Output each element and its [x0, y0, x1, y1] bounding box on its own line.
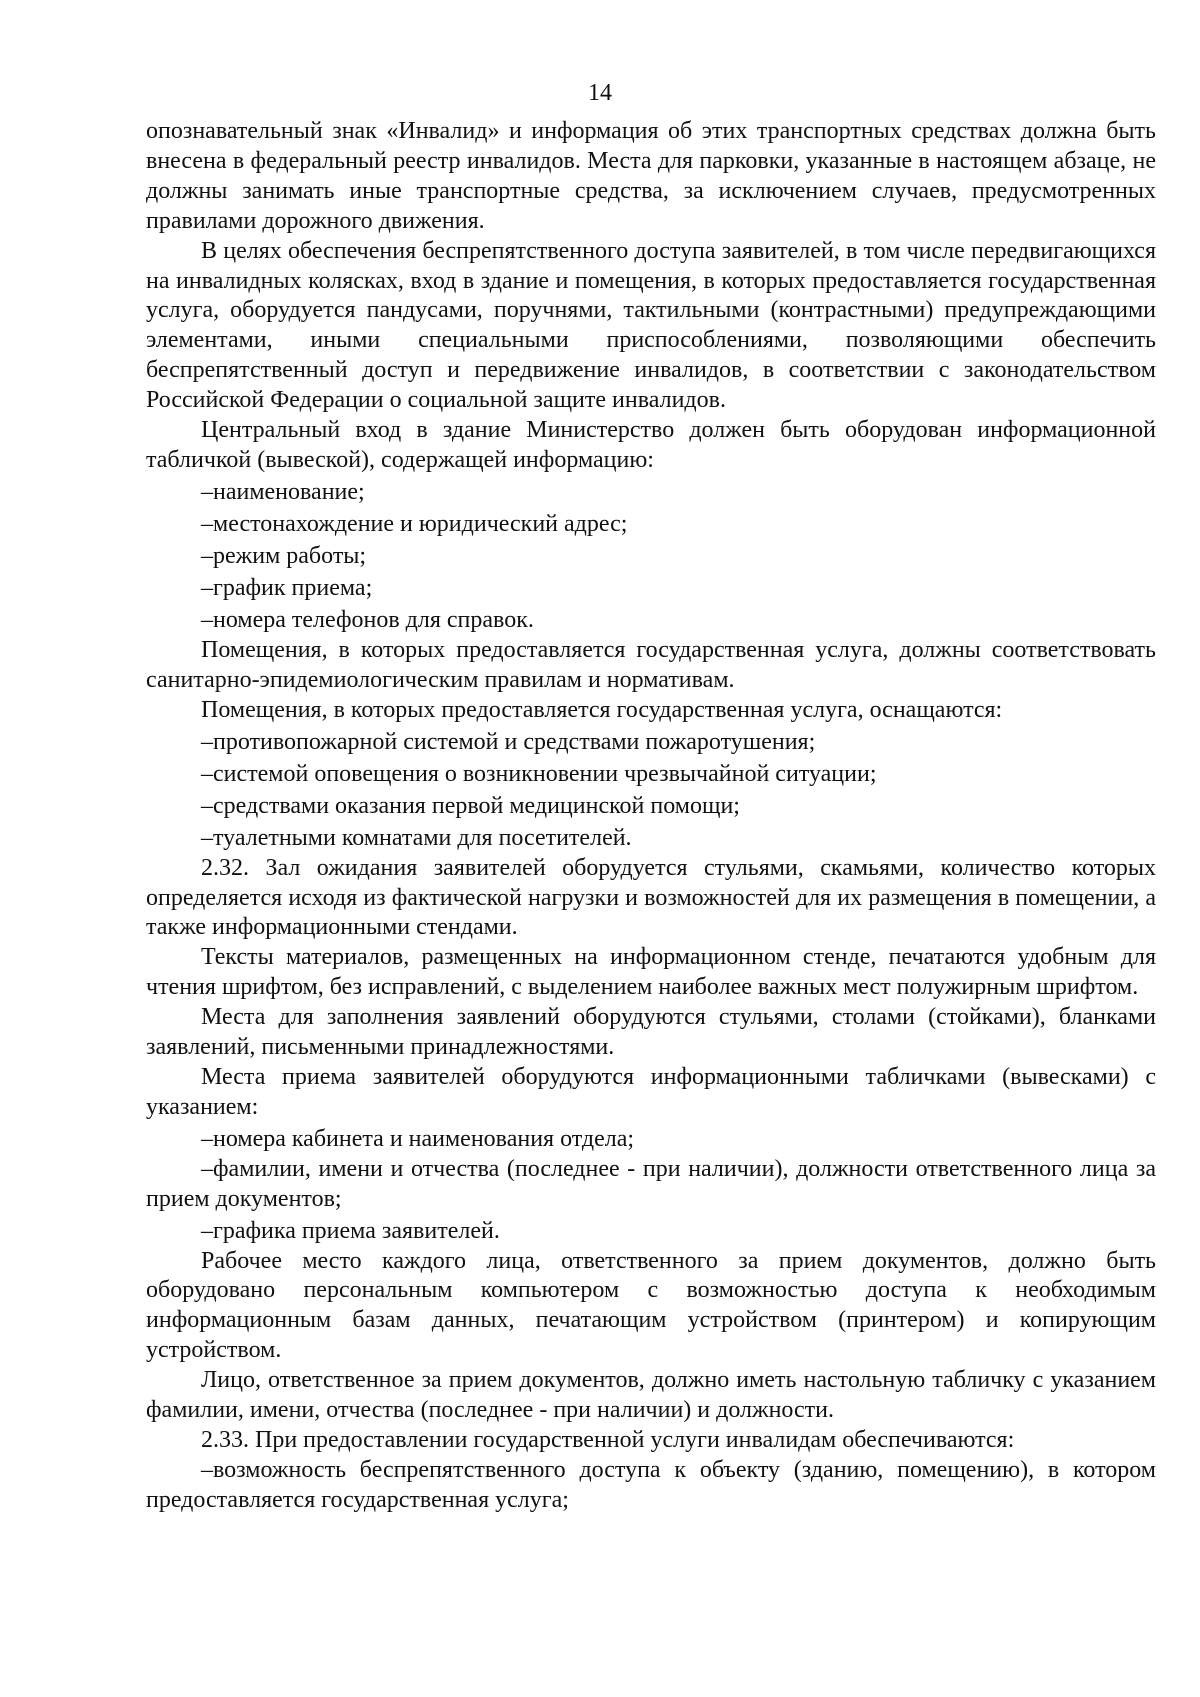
equipment-paragraph: Помещения, в которых предоставляется государственная услуга, оснащаются: [201, 696, 1003, 723]
entrance-paragraph: Центральный вход в здание Министерство должен быть оборудован информационной табличкой (вывеской), содержащей информацию: [146, 417, 1156, 473]
section-2-33-paragraph: 2.33. При предоставлении государственной услуги инвалидам обеспечиваются: [201, 1427, 1015, 1453]
list-item: –номера телефонов для справок. [201, 606, 534, 633]
section-2-32-paragraph: 2.32. Зал ожидания заявителей оборудуется стульями, скамьями, количество которых определяется исходя из фактической нагрузки и возможностей для их размещения в помещении, а также информационными стендами. [146, 854, 1156, 941]
list-item: –фамилии, имени и отчества (последнее - при наличии), должности ответственного лица за прием документов; [146, 1155, 1156, 1212]
list-item: –туалетными комнатами для посетителей. [201, 824, 632, 851]
list-item: –график приема; [201, 574, 373, 601]
list-item: –режим работы; [201, 542, 367, 569]
list-item: –системой оповещения о возникновении чрезвычайной ситуации; [201, 760, 877, 787]
forms-paragraph: Места для заполнения заявлений оборудуются стульями, столами (стойками), бланками заявлений, письменными принадлежностями. [146, 1004, 1156, 1061]
reception-paragraph: Места приема заявителей оборудуются информационными табличками (вывесками) с указанием: [146, 1063, 1156, 1120]
list-item: –противопожарной системой и средствами пожаротушения; [201, 728, 816, 755]
list-item: –местонахождение и юридический адрес; [201, 510, 628, 537]
page-number: 14 [588, 80, 612, 106]
desk-sign-paragraph: Лицо, ответственное за прием документов, должно иметь настольную табличку с указанием фамилии, имени, отчества (последнее - при наличии) и должности. [146, 1367, 1156, 1424]
document-body [146, 117, 1156, 1516]
list-item: –номера кабинета и наименования отдела; [201, 1125, 635, 1152]
list-item: –графика приема заявителей. [201, 1217, 500, 1244]
workplace-paragraph: Рабочее место каждого лица, ответственного за прием документов, должно быть оборудовано персональным компьютером с возможностью доступа к необходимым информационным базам данных, печатающим устройством (принтером) и копирующим устройством. [146, 1247, 1156, 1364]
texts-paragraph: Тексты материалов, размещенных на информационном стенде, печатаются удобным для чтения шрифтом, без исправлений, с выделением наиболее важных мест полужирным шрифтом. [146, 944, 1156, 1001]
list-item: –наименование; [201, 478, 365, 505]
sanitary-paragraph: Помещения, в которых предоставляется государственная услуга, должны соответствовать санитарно-эпидемиологическим правилам и нормативам. [146, 636, 1156, 693]
list-item: –возможность беспрепятственного доступа к объекту (зданию, помещению), в котором предоставляется государственная услуга; [146, 1456, 1156, 1513]
access-paragraph: В целях обеспечения беспрепятственного доступа заявителей, в том числе передвигающихся на инвалидных колясках, вход в здание и помещения, в которых предоставляется государственная услуга, оборудуется пандусами, поручнями, тактильными (контрастными) предупреждающими элементами, иными специальными приспособлениями, позволяющими обеспечить беспрепятственный доступ и передвижение инвалидов, в соответствии с законодательством Российской Федерации о социальной защите инвалидов. [146, 237, 1156, 414]
intro-paragraph: опознавательный знак «Инвалид» и информация об этих транспортных средствах должна быть внесена в федеральный реестр инвалидов. Места для парковки, указанные в настоящем абзаце, не должны занимать иные транспортные средства, за исключением случаев, предусмотренных правилами дорожного движения. [146, 118, 1156, 234]
list-item: –средствами оказания первой медицинской помощи; [201, 792, 740, 819]
